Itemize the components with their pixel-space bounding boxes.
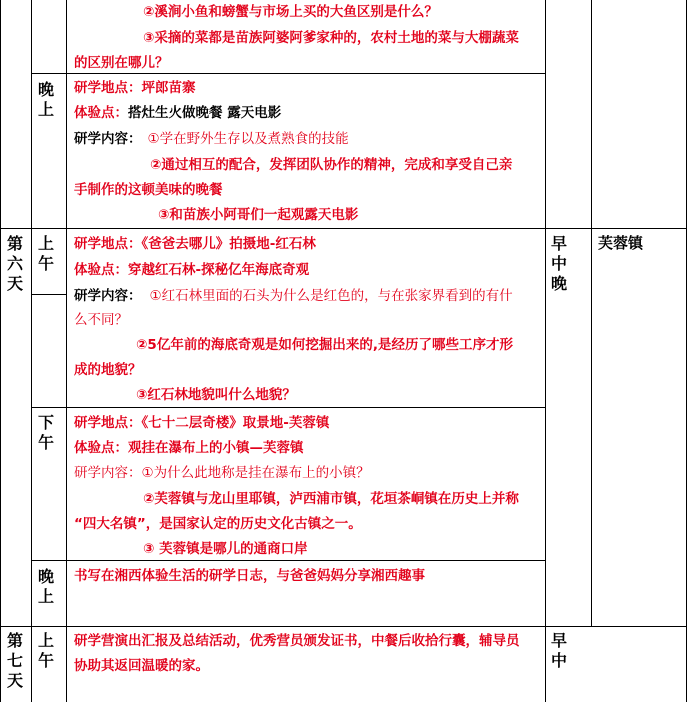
row-divider-day6-afternoon xyxy=(31,407,546,408)
content-item: ②芙蓉镇与龙山里耶镇，泸西浦市镇，花垣茶峒镇在历史上并称 xyxy=(143,491,519,507)
period-afternoon: 下 午 xyxy=(38,413,55,452)
day-label-7: 第 七 天 xyxy=(7,631,24,690)
content-item: ②5亿年前的海底奇观是如何挖掘出来的,是经历了哪些工序才形 xyxy=(136,337,513,353)
day-label-6: 第 六 天 xyxy=(7,234,24,293)
row-divider-evening xyxy=(31,73,546,74)
content-line: 研学内容：①为什么此地称是挂在瀑布上的小镇？ xyxy=(74,465,370,481)
experience-line: 体验点：观挂在瀑布上的小镇—芙蓉镇 xyxy=(74,440,304,456)
content-line: 研学内容： ①学在野外生存以及煮熟食的技能 xyxy=(74,131,349,147)
content-item: 么不同？ xyxy=(74,312,128,328)
question-line: ③采摘的菜都是苗族阿婆阿爹家种的，农村土地的菜与大棚蔬菜 xyxy=(143,30,519,46)
question-line: ②溪涧小鱼和螃蟹与市场上买的大鱼区别是什么？ xyxy=(143,4,438,20)
border-col-day xyxy=(31,0,32,702)
meals-day7: 早 中 xyxy=(551,631,568,670)
site-line: 研学地点：《七十二层奇楼》取景地-芙蓉镇 xyxy=(74,415,330,431)
period-morning: 上 午 xyxy=(38,234,55,273)
border-col-period xyxy=(66,0,67,702)
site-line: 研学地点：坪郎苗寨 xyxy=(74,80,196,96)
experience-line: 体验点：搭灶生火做晚餐 露天电影 xyxy=(74,105,282,121)
evening-text: 书写在湘西体验生活的研学日志，与爸爸妈妈分享湘西趣事 xyxy=(74,568,425,584)
experience-line: 体验点：穿越红石林-探秘亿年海底奇观 xyxy=(74,262,310,278)
content-item: “四大名镇”，是国家认定的历史文化古镇之一。 xyxy=(74,516,362,532)
row-divider-day6 xyxy=(0,228,687,229)
border-col-meals xyxy=(545,0,546,702)
question-line: 的区别在哪儿？ xyxy=(74,55,169,71)
border-col-stay xyxy=(591,0,592,627)
content-line: 研学内容： ①红石林里面的石头为什么是红色的，与在张家界看到的有什 xyxy=(74,288,513,304)
period-morning: 上 午 xyxy=(38,631,55,670)
row-divider-day6-morning-sub xyxy=(31,294,66,295)
content-item: ③和苗族小阿哥们一起观露天电影 xyxy=(158,207,359,223)
meals-day6: 早 中 晚 xyxy=(551,234,568,293)
content-item: 成的地貌？ xyxy=(74,362,142,378)
content-item: 手制作的这顿美味的晚餐 xyxy=(74,182,223,198)
stay-location: 芙蓉镇 xyxy=(598,234,644,252)
border-left xyxy=(0,0,1,702)
period-evening: 晚 上 xyxy=(38,80,55,119)
content-item: ③红石林地貌叫什么地貌？ xyxy=(136,387,296,403)
site-line: 研学地点：《爸爸去哪儿》拍摄地-红石林 xyxy=(74,236,316,252)
content-item: ②通过相互的配合，发挥团队协作的精神，完成和享受自己亲 xyxy=(150,157,513,173)
row-divider-day7 xyxy=(0,626,687,627)
day7-line: 协助其返回温暖的家。 xyxy=(74,658,209,674)
content-item: ③ 芙蓉镇是哪儿的通商口岸 xyxy=(143,541,308,557)
day7-line: 研学营演出汇报及总结活动，优秀营员颁发证书，中餐后收拾行囊，辅导员 xyxy=(74,633,520,649)
row-divider-day6-evening xyxy=(31,560,546,561)
period-evening: 晚 上 xyxy=(38,567,55,606)
